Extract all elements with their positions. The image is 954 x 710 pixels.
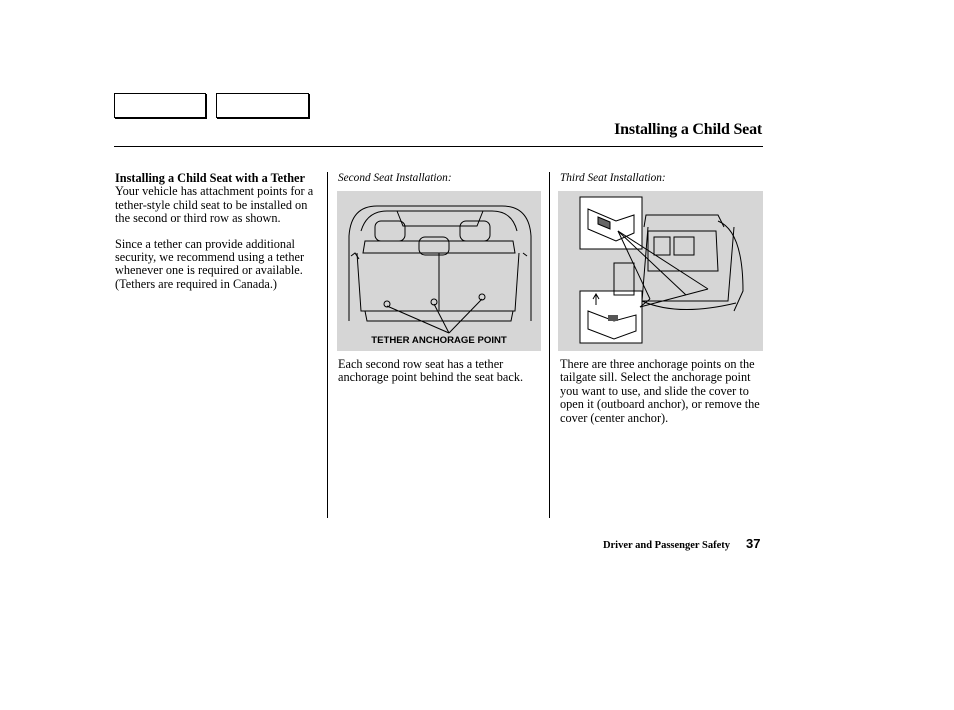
left-column xyxy=(115,172,320,303)
footer-section-name: Driver and Passenger Safety xyxy=(602,540,730,551)
section-heading: Installing a Child Seat with a Tether xyxy=(115,171,305,185)
page-number: 37 xyxy=(746,536,761,551)
paragraph-2: Since a tether can provide additional security, we recommend using a tether whenever one is required or available. (Tethers are required in Canada.) xyxy=(115,236,305,291)
paragraph-1: Your vehicle has attachment points for a tether-style child seat to be installed on the second or third row as shown. xyxy=(115,184,314,226)
third-seat-text: There are three anchorage points on the tailgate sill. Select the anchorage point you want to use, and slide the cover to open it (outboard anchor), or remove the cover (center anchor). xyxy=(560,357,760,425)
nav-button-1[interactable] xyxy=(114,93,206,118)
tether-anchorage-label: TETHER ANCHORAGE POINT xyxy=(371,335,507,346)
page-title: Installing a Child Seat xyxy=(614,121,762,138)
second-seat-illustration xyxy=(337,191,541,351)
nav-button-2[interactable] xyxy=(216,93,309,118)
column-divider-1 xyxy=(327,172,328,518)
column-divider-2 xyxy=(549,172,550,518)
second-seat-caption: Second Seat Installation: xyxy=(338,172,452,184)
third-seat-illustration xyxy=(558,191,763,351)
third-seat-caption: Third Seat Installation: xyxy=(560,172,666,184)
title-divider xyxy=(114,146,763,147)
second-seat-text: Each second row seat has a tether anchorage point behind the seat back. xyxy=(338,357,524,385)
